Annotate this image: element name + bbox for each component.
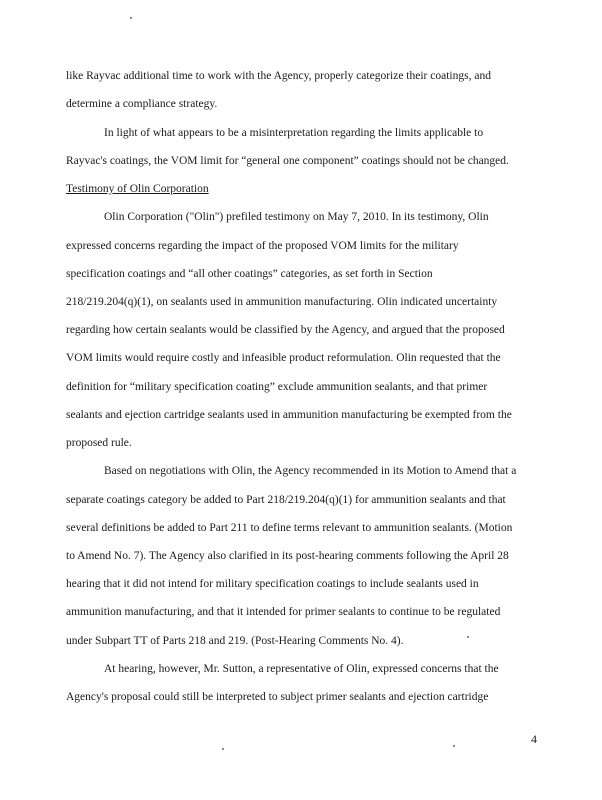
text-line: 218/219.204(q)(1), on sealants used in ammunition manufacturing. Olin indicated uncertainty [66, 296, 498, 308]
text-line: to Amend No. 7). The Agency also clarified in its post-hearing comments following the April 28 [66, 550, 509, 562]
text-line: several definitions be added to Part 211 to define terms relevant to ammunition sealants. (Motion [66, 522, 513, 534]
text-line: regarding how certain sealants would be classified by the Agency, and argued that the proposed [66, 324, 505, 336]
page-number: 4 [531, 732, 537, 746]
text-line: definition for “military specification coating” exclude ammunition sealants, and that primer [66, 381, 488, 393]
text-line: sealants and ejection cartridge sealants used in ammunition manufacturing be exempted from the [66, 409, 512, 421]
scan-speck [453, 745, 455, 747]
text-line: specification coatings and “all other coatings” categories, as set forth in Section [66, 268, 433, 280]
text-line: Olin Corporation ("Olin") prefiled testimony on May 7, 2010. In its testimony, Olin [104, 211, 489, 223]
text-line: In light of what appears to be a misinterpretation regarding the limits applicable to [104, 127, 484, 139]
text-line: determine a compliance strategy. [66, 98, 218, 110]
scan-speck [467, 636, 469, 638]
text-line: ammunition manufacturing, and that it intended for primer sealants to continue to be regulated [66, 606, 501, 618]
text-line: Rayvac's coatings, the VOM limit for “general one component” coatings should not be changed. [66, 155, 509, 167]
scan-speck [130, 17, 132, 19]
text-line: VOM limits would require costly and infeasible product reformulation. Olin requested that the [66, 352, 501, 364]
text-line: separate coatings category be added to Part 218/219.204(q)(1) for ammunition sealants and that [66, 494, 506, 506]
text-line: under Subpart TT of Parts 218 and 219. (Post-Hearing Comments No. 4). [66, 635, 404, 647]
text-line: At hearing, however, Mr. Sutton, a representative of Olin, expressed concerns that the [104, 663, 499, 675]
text-line: Agency's proposal could still be interpreted to subject primer sealants and ejection cartridge [66, 691, 489, 703]
section-heading: Testimony of Olin Corporation [66, 183, 209, 195]
text-line: hearing that it did not intend for military specification coatings to include sealants used in [66, 578, 479, 590]
text-line: expressed concerns regarding the impact of the proposed VOM limits for the military [66, 240, 459, 252]
scan-speck [222, 748, 224, 750]
text-line: proposed rule. [66, 437, 132, 449]
text-line: Based on negotiations with Olin, the Agency recommended in its Motion to Amend that a [104, 465, 517, 477]
text-line: like Rayvac additional time to work with the Agency, properly categorize their coatings, and [66, 70, 491, 82]
